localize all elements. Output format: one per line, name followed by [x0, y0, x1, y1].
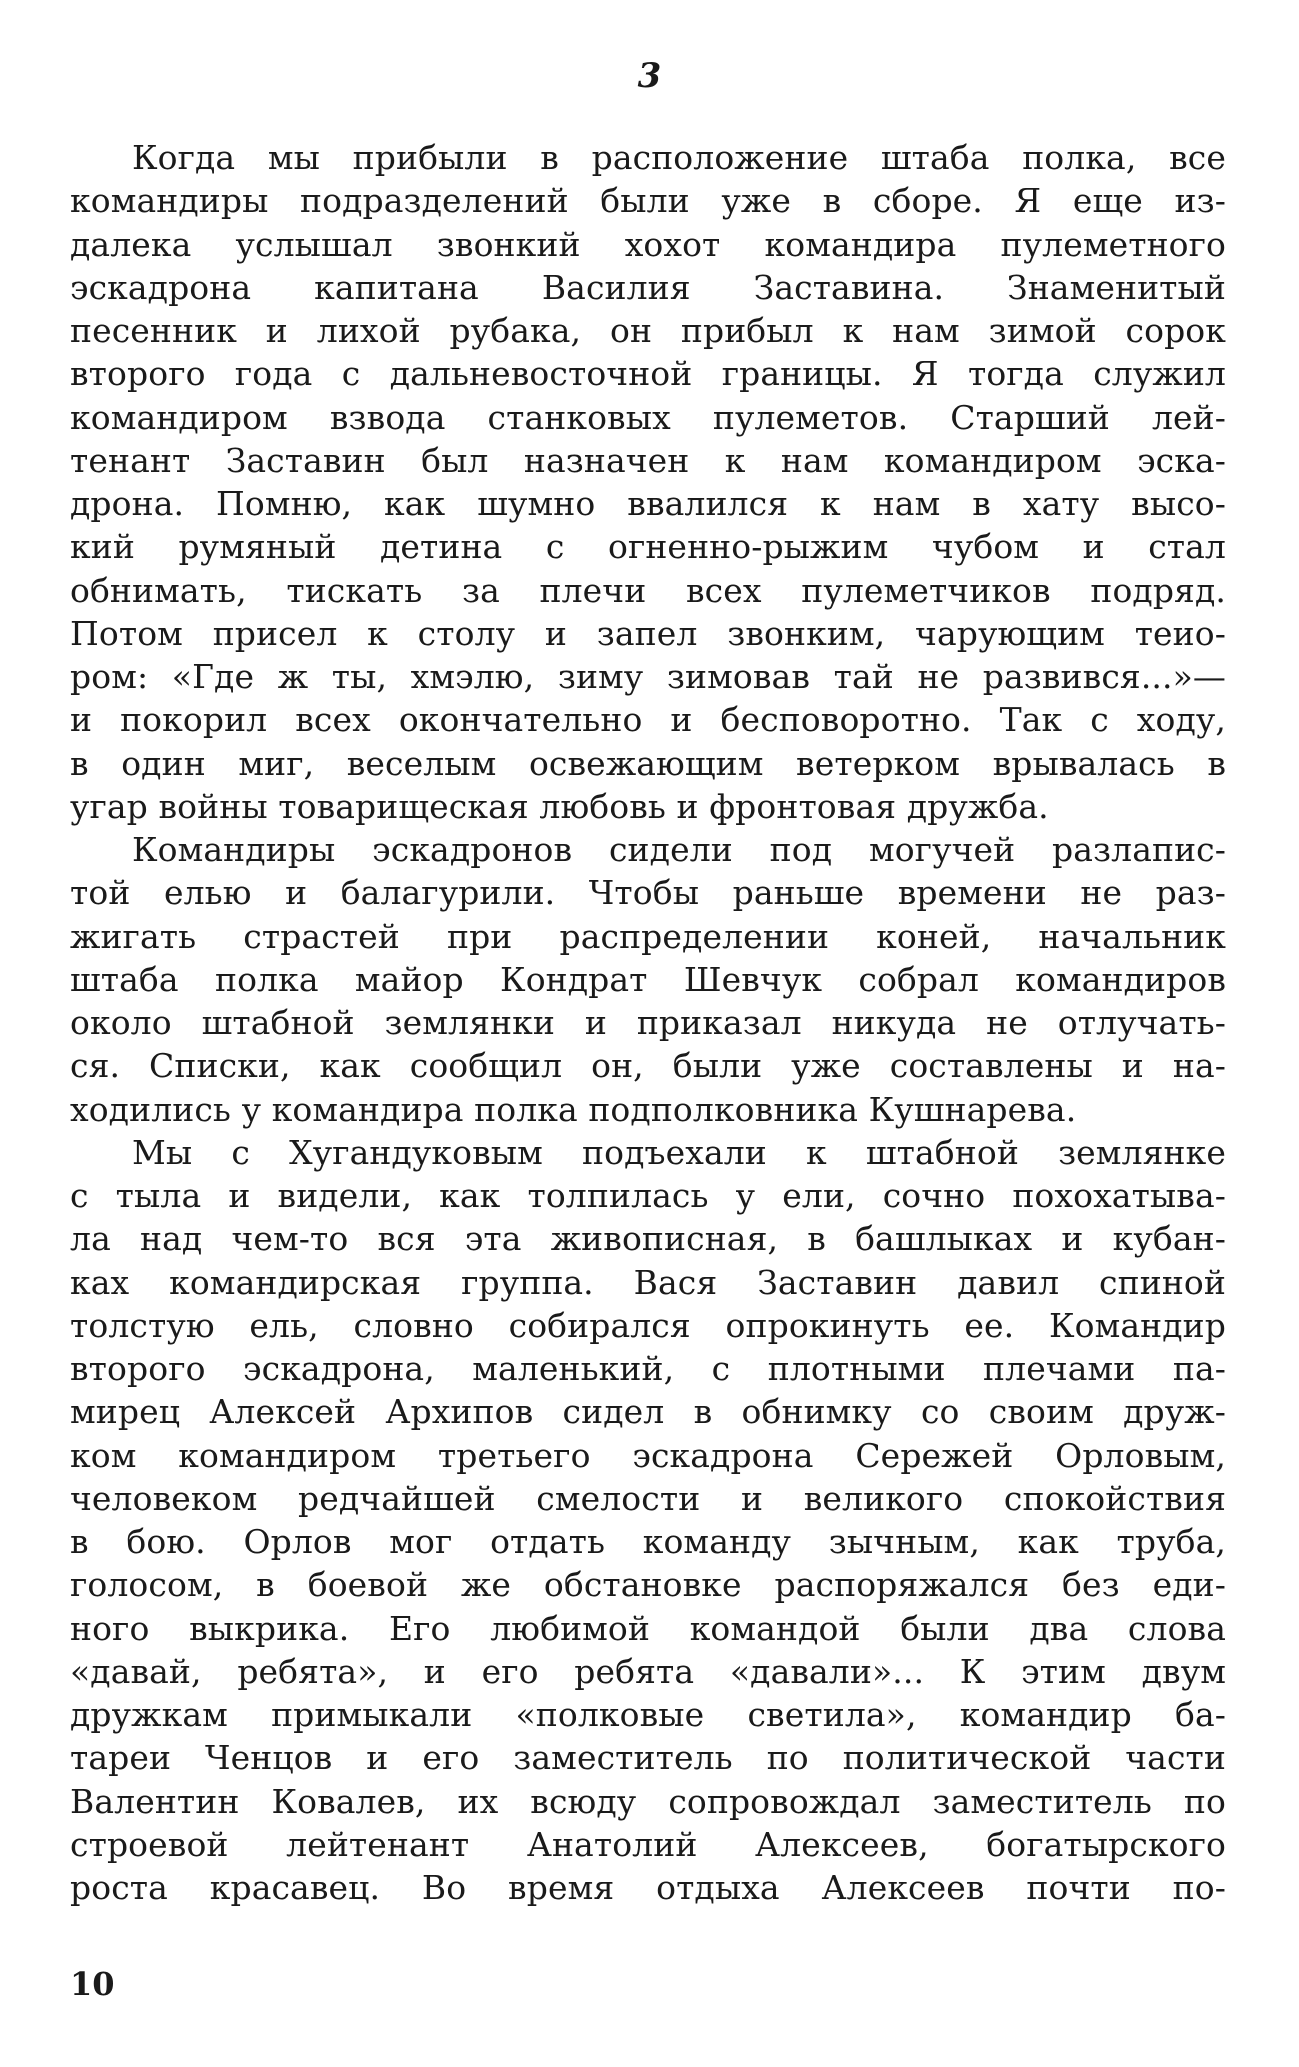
text-line: толстую ель, словно собирался опрокинуть ее. Командир: [70, 1305, 1226, 1345]
text-line: Мы с Хугандуковым подъехали к штабной землянке: [132, 1132, 1226, 1172]
text-line: командиры подразделений были уже в сборе. Я еще из-: [70, 181, 1226, 221]
text-line: обнимать, тискать за плечи всех пулеметчиков подряд.: [70, 570, 1226, 610]
text-line: Когда мы прибыли в расположение штаба полка, все: [132, 138, 1226, 177]
text-line: эскадрона капитана Василия Заставина. Знаменитый: [70, 267, 1226, 307]
text-line: ся. Списки, как сообщил он, были уже составлены и на-: [70, 1046, 1226, 1086]
text-line: около штабной землянки и приказал никуда не отлучать-: [70, 1003, 1226, 1042]
text-line: человеком редчайшей смелости и великого спокойствия: [70, 1478, 1226, 1518]
text-line: Потом присел к столу и запел звонким, чарующим теио-: [70, 613, 1226, 653]
text-line: далека услышал звонкий хохот командира пулеметного: [70, 224, 1226, 264]
page-number: 10: [70, 1965, 115, 2003]
text-line: кий румяный детина с огненно-рыжим чубом и стал: [70, 527, 1226, 567]
text-line: тареи Ченцов и его заместитель по политической части: [70, 1738, 1226, 1778]
text-line: ках командирская группа. Вася Заставин давил спиной: [70, 1262, 1226, 1302]
text-line: песенник и лихой рубака, он прибыл к нам зимой сорок: [70, 311, 1226, 350]
text-line: строевой лейтенант Анатолий Алексеев, богатырского: [70, 1824, 1226, 1864]
text-line: роста красавец. Во время отдыха Алексеев почти по-: [70, 1868, 1226, 1907]
text-line: ком командиром третьего эскадрона Сережей Орловым,: [70, 1435, 1226, 1475]
text-line: ходились у командира полка подполковника Кушнарева.: [70, 1089, 1077, 1129]
chapter-number: 3: [637, 56, 662, 96]
text-line: мирец Алексей Архипов сидел в обнимку со своим друж-: [70, 1392, 1226, 1432]
text-line: и покорил всех окончательно и бесповоротно. Так с ходу,: [70, 700, 1226, 740]
text-line: тенант Заставин был назначен к нам командиром эска-: [70, 440, 1226, 480]
text-line: ла над чем-то вся эта живописная, в башлыках и кубан-: [70, 1219, 1226, 1259]
text-line: с тыла и видели, как толпилась у ели, сочно похохатыва-: [70, 1176, 1226, 1215]
text-line: штаба полка майор Кондрат Шевчук собрал командиров: [70, 959, 1226, 999]
text-line: жигать страстей при распределении коней, начальник: [70, 916, 1226, 956]
body-text: [70, 136, 1226, 1909]
text-line: дрона. Помню, как шумно ввалился к нам в хату высо-: [70, 484, 1226, 523]
text-line: дружкам примыкали «полковые светила», командир ба-: [70, 1695, 1226, 1734]
text-line: Командиры эскадронов сидели под могучей разлапис-: [132, 830, 1226, 869]
text-line: угар войны товарищеская любовь и фронтовая дружба.: [70, 786, 1049, 826]
text-line: ного выкрика. Его любимой командой были два слова: [70, 1608, 1226, 1648]
text-line: в один миг, веселым освежающим ветерком врывалась в: [70, 743, 1226, 783]
text-line: второго эскадрона, маленький, с плотными плечами па-: [70, 1349, 1226, 1388]
text-line: второго года с дальневосточной границы. Я тогда служил: [70, 354, 1226, 394]
text-line: в бою. Орлов мог отдать команду зычным, как труба,: [70, 1522, 1226, 1561]
text-line: командиром взвода станковых пулеметов. Старший лей-: [70, 397, 1226, 437]
text-line: той елью и балагурили. Чтобы раньше времени не раз-: [70, 873, 1226, 913]
text-line: ром: «Где ж ты, хмэлю, зиму зимовав тай не развився...»—: [70, 657, 1226, 696]
text-line: голосом, в боевой же обстановке распоряжался без еди-: [70, 1565, 1226, 1605]
text-line: Валентин Ковалев, их всюду сопровождал заместитель по: [70, 1781, 1226, 1821]
text-line: «давай, ребята», и его ребята «давали»... К этим двум: [70, 1651, 1226, 1691]
